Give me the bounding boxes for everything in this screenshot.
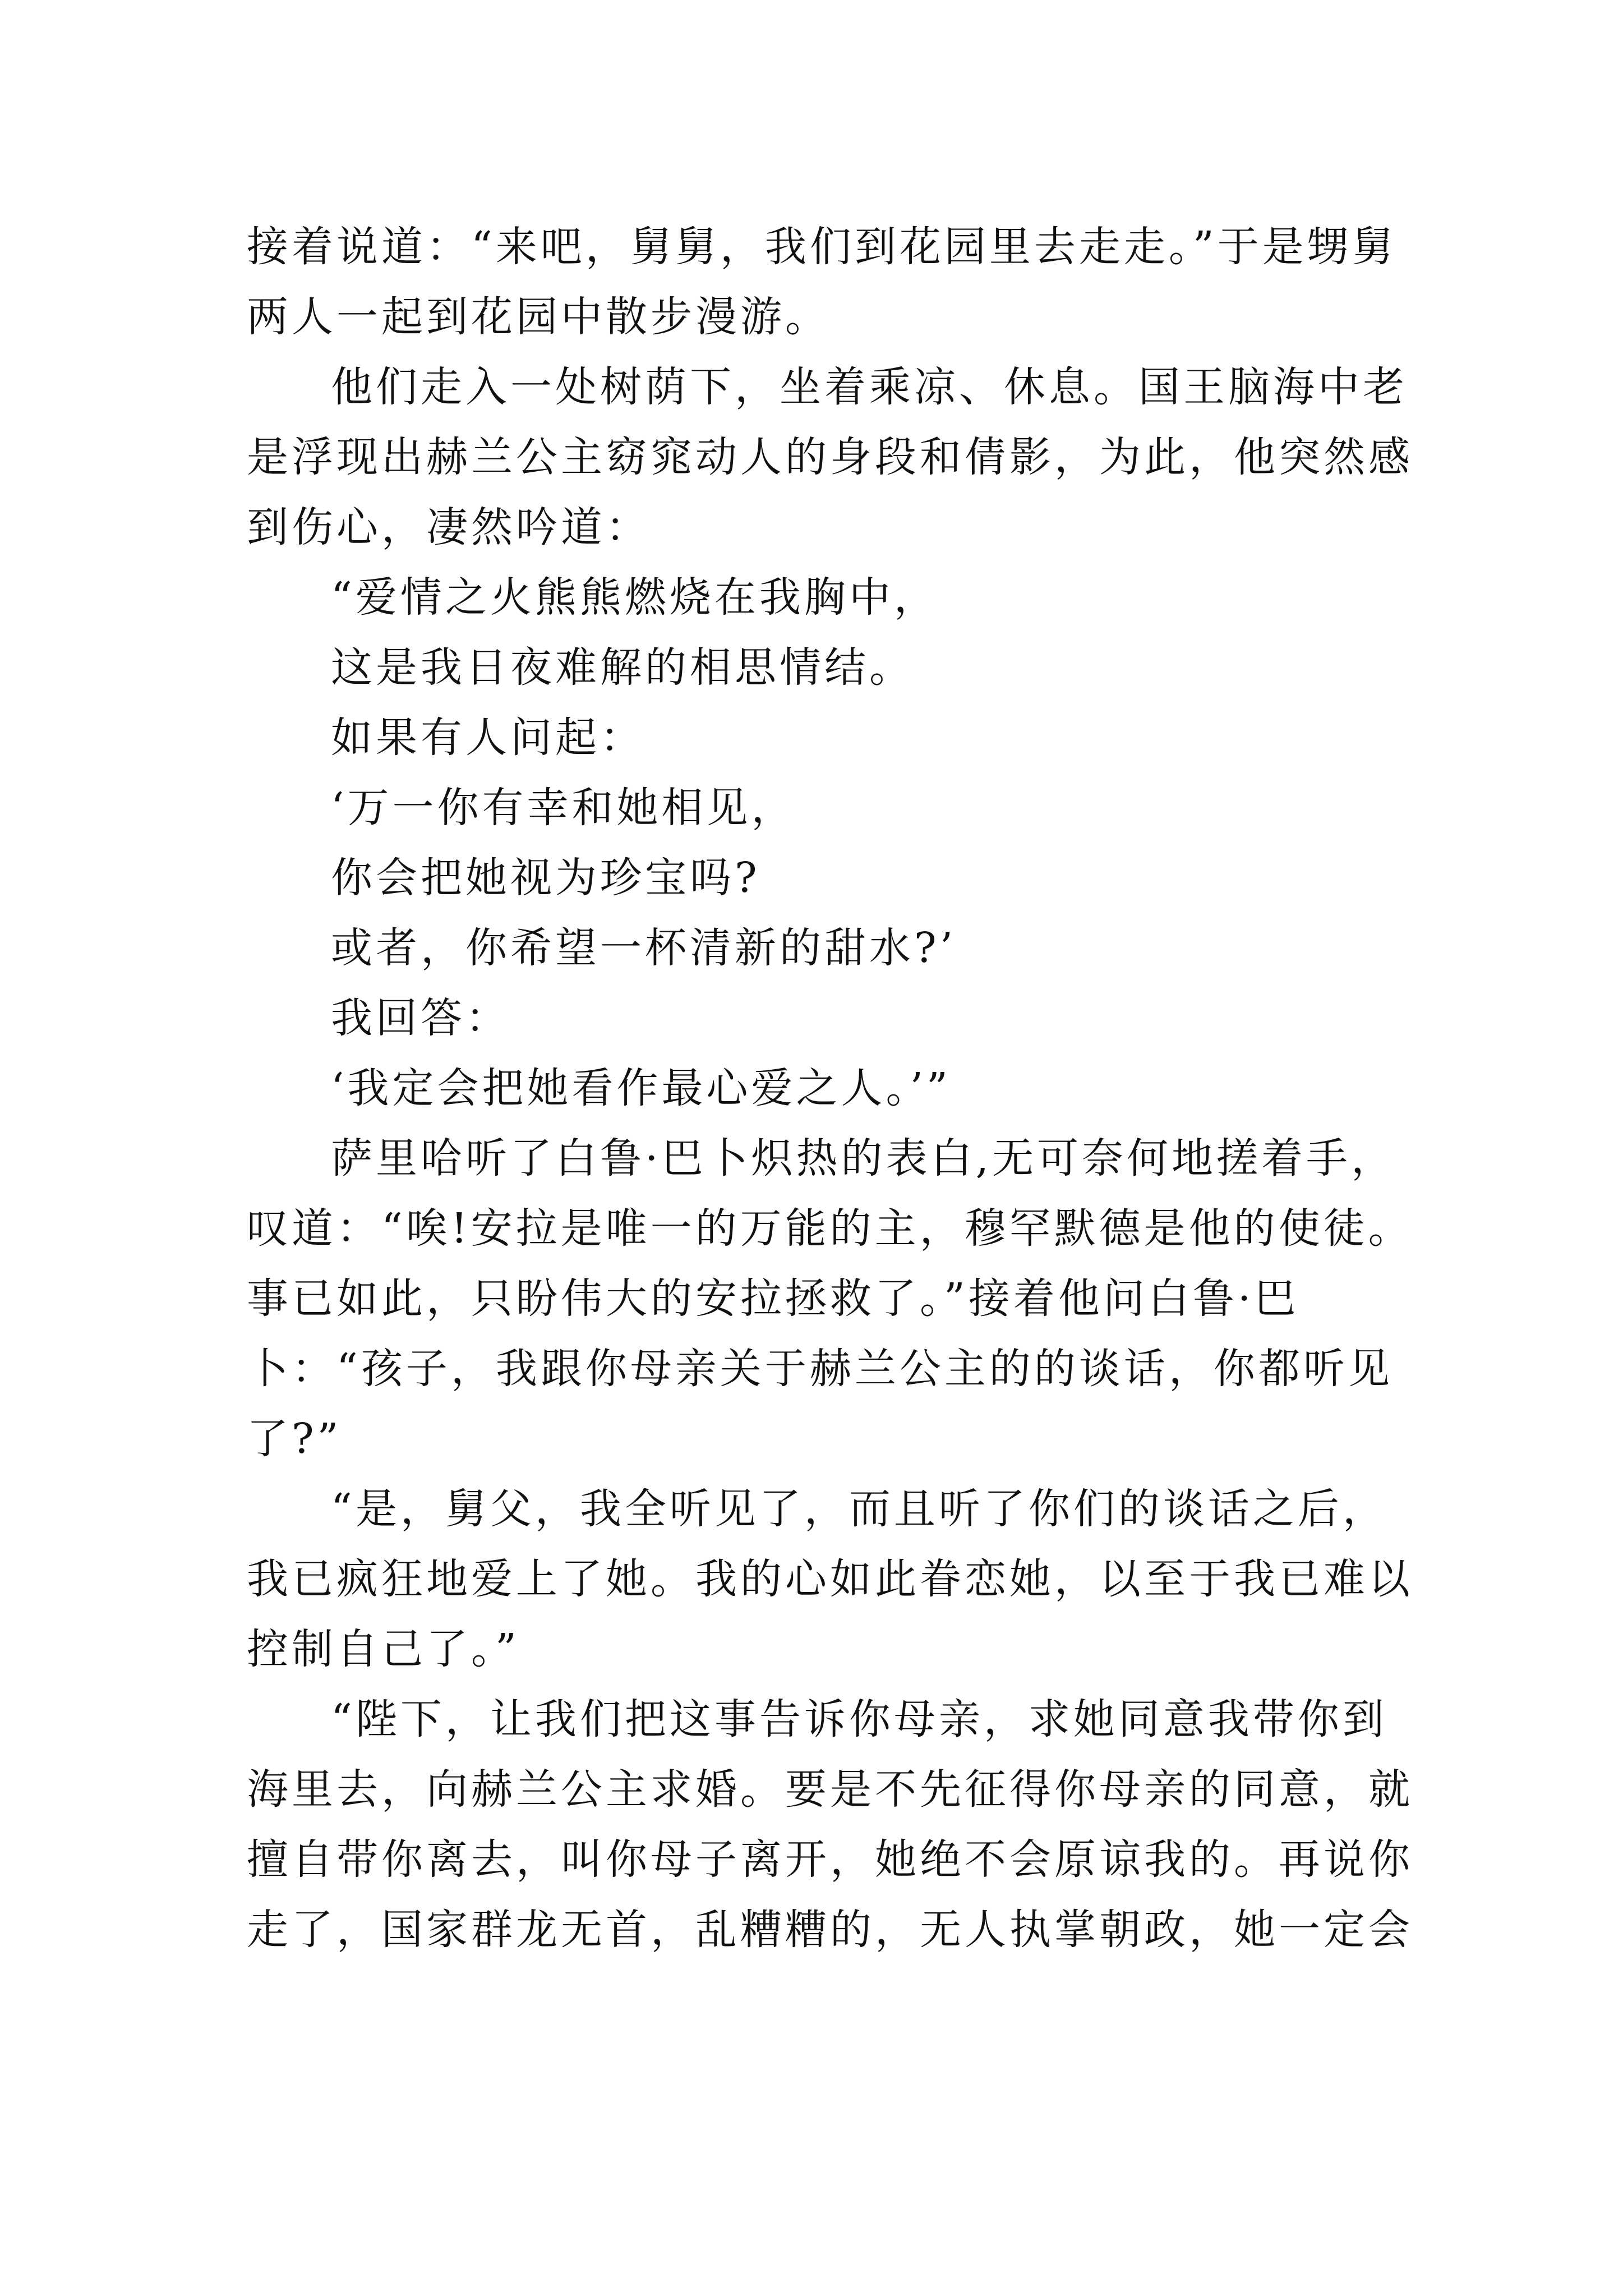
verse-line: 如果有人问起：: [331, 714, 645, 762]
paragraph: 萨里哈听了白鲁·巴卜炽热的表白,无可奈何地搓着手，叹道：“唉!安拉是唯一的万能的主，穆罕默德是他的使徒。事已如此，只盼伟大的安拉拯救了。”接着他问白鲁·巴卜：“孩子，我跟你母亲关于赫兰公主的的谈话，你都听见了?”: [247, 1134, 1413, 1463]
verse-block: [247, 563, 1430, 1124]
verse-line: 我回答：: [331, 994, 510, 1042]
paragraph: 接着说道：“来吧，舅舅，我们到花园里去走走。”于是甥舅两人一起到花园中散步漫游。: [247, 223, 1397, 341]
verse-line: “爱情之火熊熊燃烧在我胸中，: [331, 573, 939, 622]
verse-line: 这是我日夜难解的相思情结。: [331, 643, 914, 692]
body-text: [247, 212, 1430, 1965]
verse-line: ‘我定会把她看作最心爱之人。’”: [331, 1064, 951, 1112]
verse-line: ‘万一你有幸和她相见，: [331, 784, 796, 832]
verse-line: 你会把她视为珍宝吗?: [331, 854, 760, 902]
verse-line: 或者，你希望一杯清新的甜水?’: [331, 924, 957, 972]
paragraph: 他们走入一处树荫下，坐着乘凉、休息。国王脑海中老是浮现出赫兰公主窈窕动人的身段和倩影，为此，他突然感到伤心，凄然吟道：: [247, 363, 1413, 551]
paragraph: “陛下，让我们把这事告诉你母亲，求她同意我带你到海里去，向赫兰公主求婚。要是不先征得你母亲的同意，就擅自带你离去，叫你母子离开，她绝不会原谅我的。再说你走了，国家群龙无首，乱糟糟的，无人执掌朝政，她一定会: [247, 1695, 1413, 1954]
paragraph: “是，舅父，我全听见了，而且听了你们的谈话之后，我已疯狂地爱上了她。我的心如此眷恋她，以至于我已难以控制自己了。”: [247, 1485, 1413, 1673]
